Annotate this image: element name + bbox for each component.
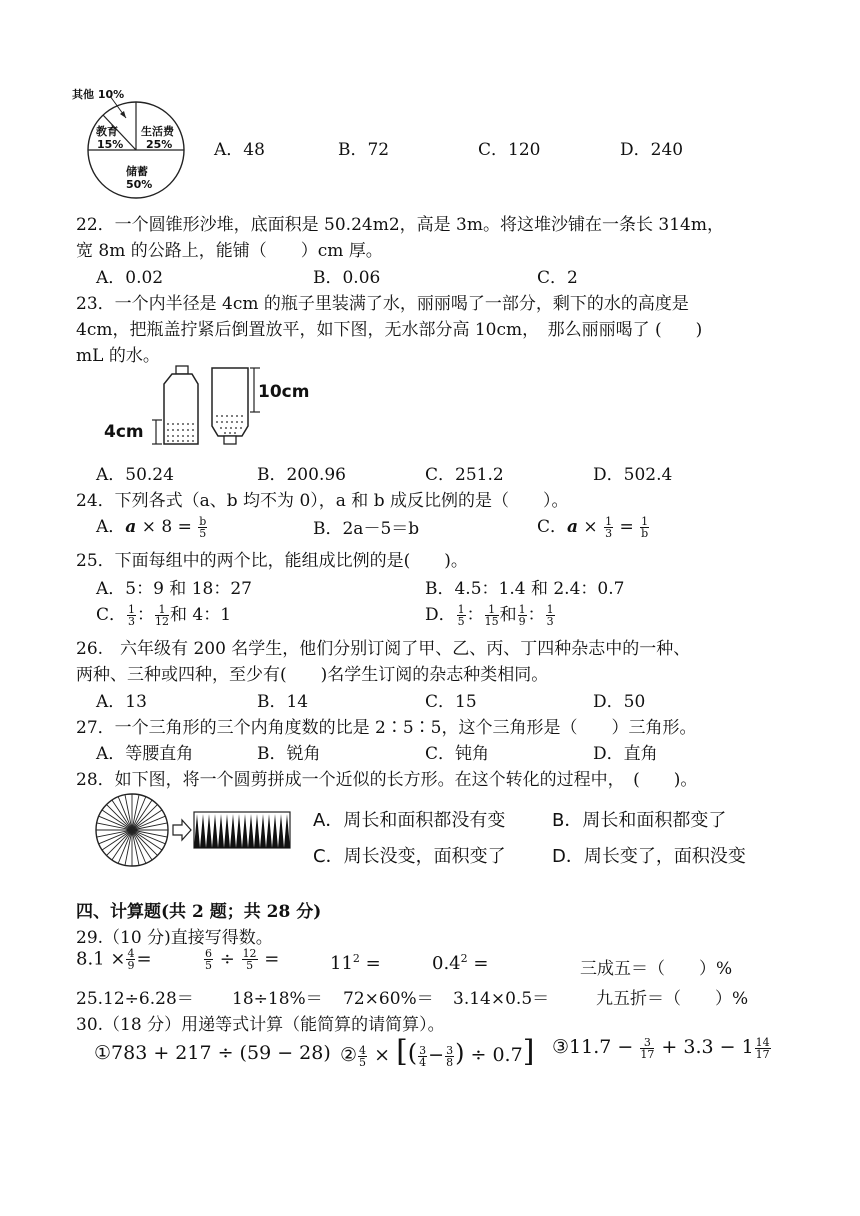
q28-option-d[interactable]: D．周长变了，面积没变 [552, 846, 746, 867]
pie-label-life-pct: 25% [146, 138, 173, 151]
bottle-label-10cm: 10cm [258, 382, 310, 402]
q22-line2: 宽 8m 的公路上，能铺（ ）cm 厚。 [76, 241, 383, 261]
q27-option-d[interactable]: D．直角 [593, 744, 658, 764]
q27-option-c[interactable]: C．钝角 [425, 744, 490, 764]
q26-line2: 两种、三种或四种，至少有( )名学生订阅的杂志种类相同。 [76, 665, 549, 685]
q28-option-b[interactable]: B．周长和面积都变了 [552, 810, 727, 831]
q27-option-a[interactable]: A．等腰直角 [96, 744, 194, 764]
bottle-label-4cm: 4cm [104, 422, 144, 442]
q23-line1: 23．一个内半径是 4cm 的瓶子里装满了水，丽丽喝了一部分，剩下的水的高度是 [76, 294, 689, 314]
q30-expr1: ①783 + 217 ÷ (59 − 28) [94, 1042, 331, 1064]
q28-line1: 28．如下图，将一个圆剪拼成一个近似的长方形。在这个转化的过程中， ( )。 [76, 770, 698, 790]
q26-option-b[interactable]: B．14 [257, 692, 309, 712]
q24-option-a[interactable]: A．a × 8 = $\frac{b}{5}$ [96, 515, 207, 540]
q29-row2-2: 18÷18%＝ [232, 989, 323, 1009]
q22-option-c[interactable]: C．2 [537, 268, 578, 288]
q23-line3: mL 的水。 [76, 346, 160, 366]
q24-option-c[interactable]: C．a × $\frac{1}{3}$ = $\frac{1}{b}$ [537, 515, 649, 540]
pie-label-save: 储蓄 [126, 165, 148, 178]
q29-row2-5: 九五折＝（ ）% [596, 989, 749, 1009]
q27-option-b[interactable]: B．锐角 [257, 744, 321, 764]
q22-option-a[interactable]: A．0.02 [96, 268, 164, 288]
q23-option-b[interactable]: B．200.96 [257, 465, 346, 485]
q27-line1: 27．一个三角形的三个内角度数的比是 2∶5∶5，这个三角形是（ ）三角形。 [76, 718, 697, 738]
q29-row2-1: 25.12÷6.28＝ [76, 989, 194, 1009]
q28-option-c[interactable]: C．周长没变，面积变了 [313, 846, 506, 867]
q24-line1: 24．下列各式（a、b 均不为 0），a 和 b 成反比例的是（ ）。 [76, 491, 569, 511]
q26-option-d[interactable]: D．50 [593, 692, 646, 712]
q23-option-d[interactable]: D．502.4 [593, 465, 673, 485]
q29-row2-4: 3.14×0.5＝ [453, 989, 550, 1009]
q29-row2-3: 72×60%＝ [343, 989, 434, 1009]
q30-expr3: ③11.7 − $\frac{3}{17}$ + 3.3 − 1 $\frac{14}{17}$ [552, 1035, 770, 1061]
q30-expr2: ② $\frac{4}{5}$ × [( $\frac{3}{4}$ − $\frac{3}{8}$ ) ÷ 0.7] [340, 1034, 535, 1069]
q25-option-d[interactable]: D． $\frac{1}{5}$ ： $\frac{1}{15}$ 和 $\frac{1}{9}$ ： $\frac{1}{3}$ [425, 603, 554, 628]
q25-option-c[interactable]: C． $\frac{1}{3}$ ： $\frac{1}{12}$ 和 4：1 [96, 603, 232, 628]
q29-expr1: 8.1 × $\frac{4}{9}$ = [76, 947, 152, 972]
q26-option-c[interactable]: C．15 [425, 692, 477, 712]
pie-label-edu-pct: 15% [97, 138, 124, 151]
q26-option-a[interactable]: A．13 [96, 692, 147, 712]
q29-expr3: $11^2$ = [330, 952, 381, 974]
q25-line1: 25．下面每组中的两个比，能组成比例的是( )。 [76, 551, 468, 571]
q23-option-a[interactable]: A．50.24 [96, 465, 174, 485]
q29-line1: 29.（10 分)直接写得数。 [76, 928, 273, 948]
q28-option-a[interactable]: A．周长和面积都没有变 [313, 810, 506, 831]
q29-expr5: 三成五＝（ ）% [580, 959, 733, 979]
pie-label-save-pct: 50% [126, 178, 153, 191]
pie-label-edu: 教育 [96, 125, 118, 138]
q29-expr4: $0.4^2$ = [432, 952, 489, 974]
q25-option-a[interactable]: A．5：9 和 18：27 [96, 579, 252, 599]
q23-line2: 4cm，把瓶盖拧紧后倒置放平，如下图，无水部分高 10cm， 那么丽丽喝了 ( ) [76, 320, 703, 340]
q25-option-b[interactable]: B．4.5：1.4 和 2.4：0.7 [425, 579, 625, 599]
q21-option-c[interactable]: C．120 [478, 140, 541, 160]
q26-line1: 26. 六年级有 200 名学生，他们分别订阅了甲、乙、丙、丁四种杂志中的一种、 [76, 639, 691, 659]
q30-line1: 30.（18 分）用递等式计算（能简算的请简算）。 [76, 1015, 445, 1035]
q23-option-c[interactable]: C．251.2 [425, 465, 504, 485]
q22-option-b[interactable]: B．0.06 [313, 268, 381, 288]
q29-expr2: $\frac{6}{5}$ ÷ $\frac{12}{5}$ = [205, 947, 280, 972]
pie-label-life: 生活费 [141, 125, 174, 138]
pie-label-other: 其他 10% [72, 88, 125, 101]
section-title: 四、计算题(共 2 题；共 28 分) [76, 902, 322, 922]
q21-option-a[interactable]: A．48 [214, 140, 265, 160]
q24-option-b[interactable]: B．2a－5＝b [313, 519, 420, 539]
q21-option-d[interactable]: D．240 [620, 140, 684, 160]
q22-line1: 22．一个圆锥形沙堆，底面积是 50.24m2，高是 3m。将这堆沙铺在一条长 314m， [76, 215, 724, 235]
circle-to-rectangle-figure [94, 790, 294, 870]
q21-option-b[interactable]: B．72 [338, 140, 390, 160]
